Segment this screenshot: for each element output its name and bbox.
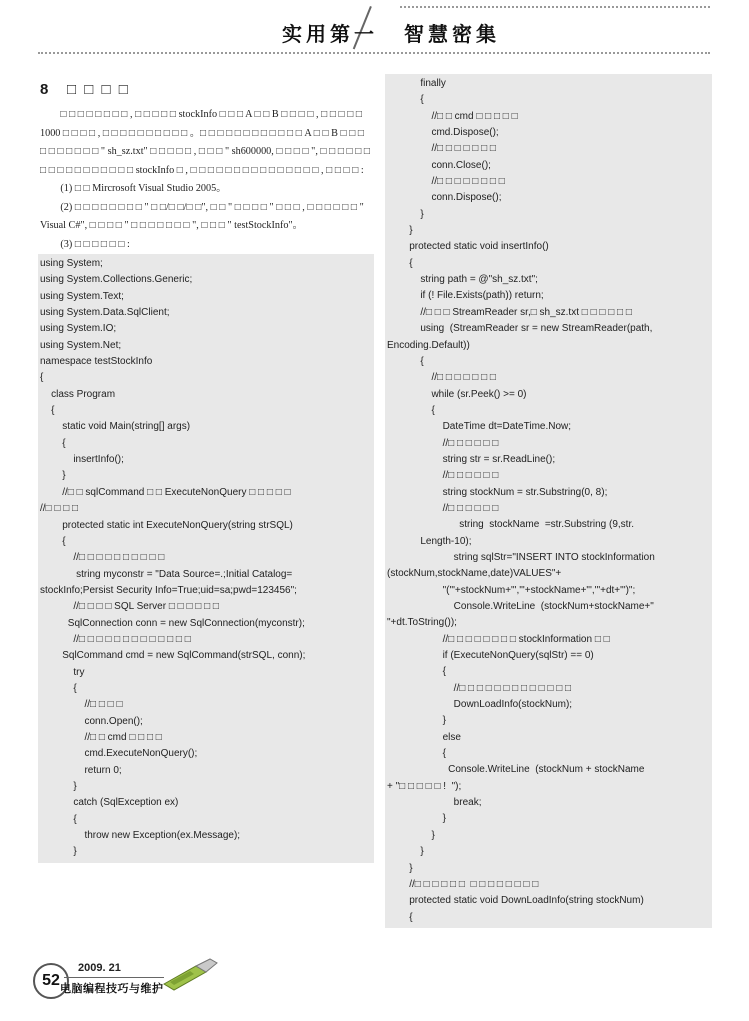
code-line: string stockNum = str.Substring(0, 8);: [387, 486, 608, 498]
code-line: string stockName =str.Substring (9,str.: [387, 519, 635, 531]
code-line: (stockNum,stockName,date)VALUES"+: [387, 568, 562, 580]
code-line: using System.Net;: [40, 339, 122, 351]
code-line: }: [387, 846, 424, 858]
header-dotted-rule: [38, 52, 710, 54]
page-number-badge: 52: [33, 963, 69, 999]
issue-number: 2009. 21: [78, 962, 121, 974]
code-line: "+dt.ToString());: [387, 617, 457, 629]
code-line: if (! File.Exists(path)) return;: [387, 290, 544, 302]
code-line: //□ □ □ □ □ □: [387, 470, 499, 482]
code-line: //□ □ □ □ □ □ □: [387, 372, 496, 384]
code-line: //□ □ □ □ □ □ □ □ □ □ □ □ □ □: [387, 878, 539, 890]
code-line: //□ □ □ □ □ □ □ □ □ □ □ □ □: [387, 682, 572, 694]
code-line: finally: [387, 78, 446, 89]
code-line: //□ □ □ □ SQL Server □ □ □ □ □ □: [40, 601, 219, 613]
section-heading: [40, 80, 374, 100]
code-line: DateTime dt=DateTime.Now;: [387, 421, 572, 433]
footer-underline: [64, 977, 164, 978]
code-line: catch (SqlException ex): [40, 797, 179, 809]
code-line: string str = sr.ReadLine();: [387, 453, 556, 465]
code-line: {: [387, 257, 413, 269]
code-line: }: [40, 846, 77, 858]
code-line: //□ □ □ □ □ □: [387, 437, 499, 449]
intro-paragraph: (2) □ □ □ □ □ □ □ □ " □ □/□ □/□ □", □ □ " □ □ □ □ " □ □ □ , □ □ □ □ □ □ " Visual C#", □ □ □ □ " □ □ □ □ □ □ □ ", □ □ □ " testStockInfo"。: [40, 201, 367, 231]
code-line: {: [40, 535, 66, 547]
code-line: using System.Collections.Generic;: [40, 274, 193, 286]
code-line: //□ □ □ □: [40, 503, 79, 515]
code-line: }: [387, 225, 413, 237]
code-listing-right: [385, 74, 712, 928]
code-line: //□ □ □ □ □ □ □ □ stockInformation □ □: [387, 633, 610, 645]
code-line: Console.WriteLine (stockNum + stockName: [387, 764, 645, 776]
code-listing-left: [38, 254, 374, 863]
code-line: {: [387, 355, 424, 367]
code-line: //□ □ □ □ □ □ □ □: [387, 176, 505, 188]
code-line: Length-10);: [387, 535, 472, 547]
code-line: }: [387, 813, 446, 825]
intro-paragraph: □ □ □ □ □ □ □ □ , □ □ □ □ □ stockInfo □ □ □ A □ □ B □ □ □ □ , □ □ □ □ □ 1000 □ □ □ □ , □ □ □ □ □ □ □ □ □ □ 。□ □ □ □ □ □ □ □ □ □ □ □ A □ □ B □ □ □ □ □ □ □ □ □ □ " sh_sz.txt" □ □ □ □ □ , □ □ □ " sh600000, □ □ □ □ ", □ □ □ □ □ □ □ □ □ □ □ □ □ □ □ □ □ stockInfo □ , □ □ □ □ □ □ □ □ □ □ □ □ □ □ □ , □ □ □ □ :: [40, 109, 373, 176]
code-line: //□ □ □ □ □ □ □ □ □ □: [40, 552, 165, 564]
code-line: insertInfo();: [40, 454, 124, 466]
code-line: }: [387, 208, 424, 220]
code-line: }: [387, 829, 435, 841]
code-line: {: [40, 372, 44, 384]
code-line: DownLoadInfo(stockNum);: [387, 699, 573, 711]
code-line: using System.IO;: [40, 323, 117, 335]
code-line: SqlCommand cmd = new SqlCommand(strSQL, conn);: [40, 650, 306, 662]
code-line: {: [387, 748, 446, 760]
code-line: namespace testStockInfo: [40, 356, 153, 368]
code-line: else: [387, 731, 461, 743]
code-line: Encoding.Default)): [387, 339, 470, 351]
code-line: using System.Text;: [40, 290, 124, 302]
code-line: //□ □ □ □: [40, 699, 123, 711]
code-line: static void Main(string[] args): [40, 421, 191, 433]
code-line: "('"+stockNum+"','"+stockName+"','"+dt+"')";: [387, 584, 636, 596]
page-header-title: [282, 18, 500, 47]
intro-paragraph: (1) □ □ Mircrosoft Visual Studio 2005。: [60, 183, 227, 194]
code-line: }: [387, 862, 413, 874]
code-line: stockInfo;Persist Security Info=True;uid=sa;pwd=123456";: [40, 584, 297, 596]
code-line: throw new Exception(ex.Message);: [40, 830, 241, 842]
code-line: conn.Close();: [387, 159, 491, 171]
header-title-left: 实用第一: [282, 22, 378, 46]
code-line: try: [40, 666, 85, 678]
header-dotted-top-rule: [400, 6, 710, 8]
code-line: string path = @"sh_sz.txt";: [387, 274, 538, 286]
code-line: //□ □ □ □ □ □ □ □ □ □ □ □ □: [40, 633, 191, 645]
code-line: {: [387, 911, 413, 923]
code-line: SqlConnection conn = new SqlConnection(myconstr);: [40, 617, 305, 629]
code-line: cmd.Dispose();: [387, 127, 499, 139]
code-line: //□ □ cmd □ □ □ □ □: [387, 110, 518, 122]
code-line: }: [387, 715, 446, 727]
code-line: //□ □ □ □ □ □: [387, 502, 499, 514]
code-line: while (sr.Peek() >= 0): [387, 388, 527, 400]
magazine-name: 电脑编程技巧与维护: [60, 983, 164, 995]
code-line: using System.Data.SqlClient;: [40, 307, 170, 319]
code-line: {: [40, 405, 55, 417]
code-line: {: [40, 437, 66, 449]
code-line: break;: [387, 797, 482, 809]
intro-text: [38, 106, 374, 254]
usb-drive-icon: [160, 958, 218, 992]
code-line: conn.Open();: [40, 715, 143, 727]
section-title: □ □ □ □: [67, 81, 130, 98]
code-line: protected static void DownLoadInfo(string stockNum): [387, 895, 644, 907]
intro-paragraph: (3) □ □ □ □ □ □ :: [60, 238, 130, 250]
code-line: if (ExecuteNonQuery(sqlStr) == 0): [387, 650, 594, 662]
code-line: cmd.ExecuteNonQuery();: [40, 748, 198, 760]
code-line: class Program: [40, 388, 116, 400]
code-line: protected static void insertInfo(): [387, 241, 549, 253]
code-line: {: [387, 666, 446, 678]
header-title-right: 智慧密集: [404, 22, 500, 46]
code-line: //□ □ □ □ □ □ □: [387, 143, 496, 155]
code-line: {: [40, 682, 77, 694]
code-line: }: [40, 781, 77, 792]
code-line: protected static int ExecuteNonQuery(string strSQL): [40, 519, 293, 531]
left-column: [38, 80, 374, 863]
code-line: using System;: [40, 258, 103, 269]
right-column: [385, 74, 712, 928]
code-line: Console.WriteLine (stockNum+stockName+": [387, 601, 654, 612]
code-line: //□ □ cmd □ □ □ □: [40, 731, 162, 743]
code-line: using (StreamReader sr = new StreamReader(path,: [387, 323, 653, 335]
code-line: {: [40, 813, 77, 825]
code-line: + "□ □ □ □ □ ! ");: [387, 780, 462, 792]
code-line: {: [387, 94, 424, 106]
code-line: conn.Dispose();: [387, 192, 502, 204]
code-line: string sqlStr="INSERT INTO stockInformation: [387, 551, 655, 563]
section-number: 8: [40, 81, 51, 98]
code-line: {: [387, 404, 435, 416]
code-line: //□ □ □ StreamReader sr,□ sh_sz.txt □ □ □ □ □ □: [387, 306, 632, 318]
code-line: //□ □ sqlCommand □ □ ExecuteNonQuery □ □ □ □ □: [40, 486, 291, 498]
code-line: }: [40, 470, 66, 482]
code-line: string myconstr = "Data Source=.;Initial Catalog=: [40, 568, 293, 580]
code-line: return 0;: [40, 764, 122, 776]
